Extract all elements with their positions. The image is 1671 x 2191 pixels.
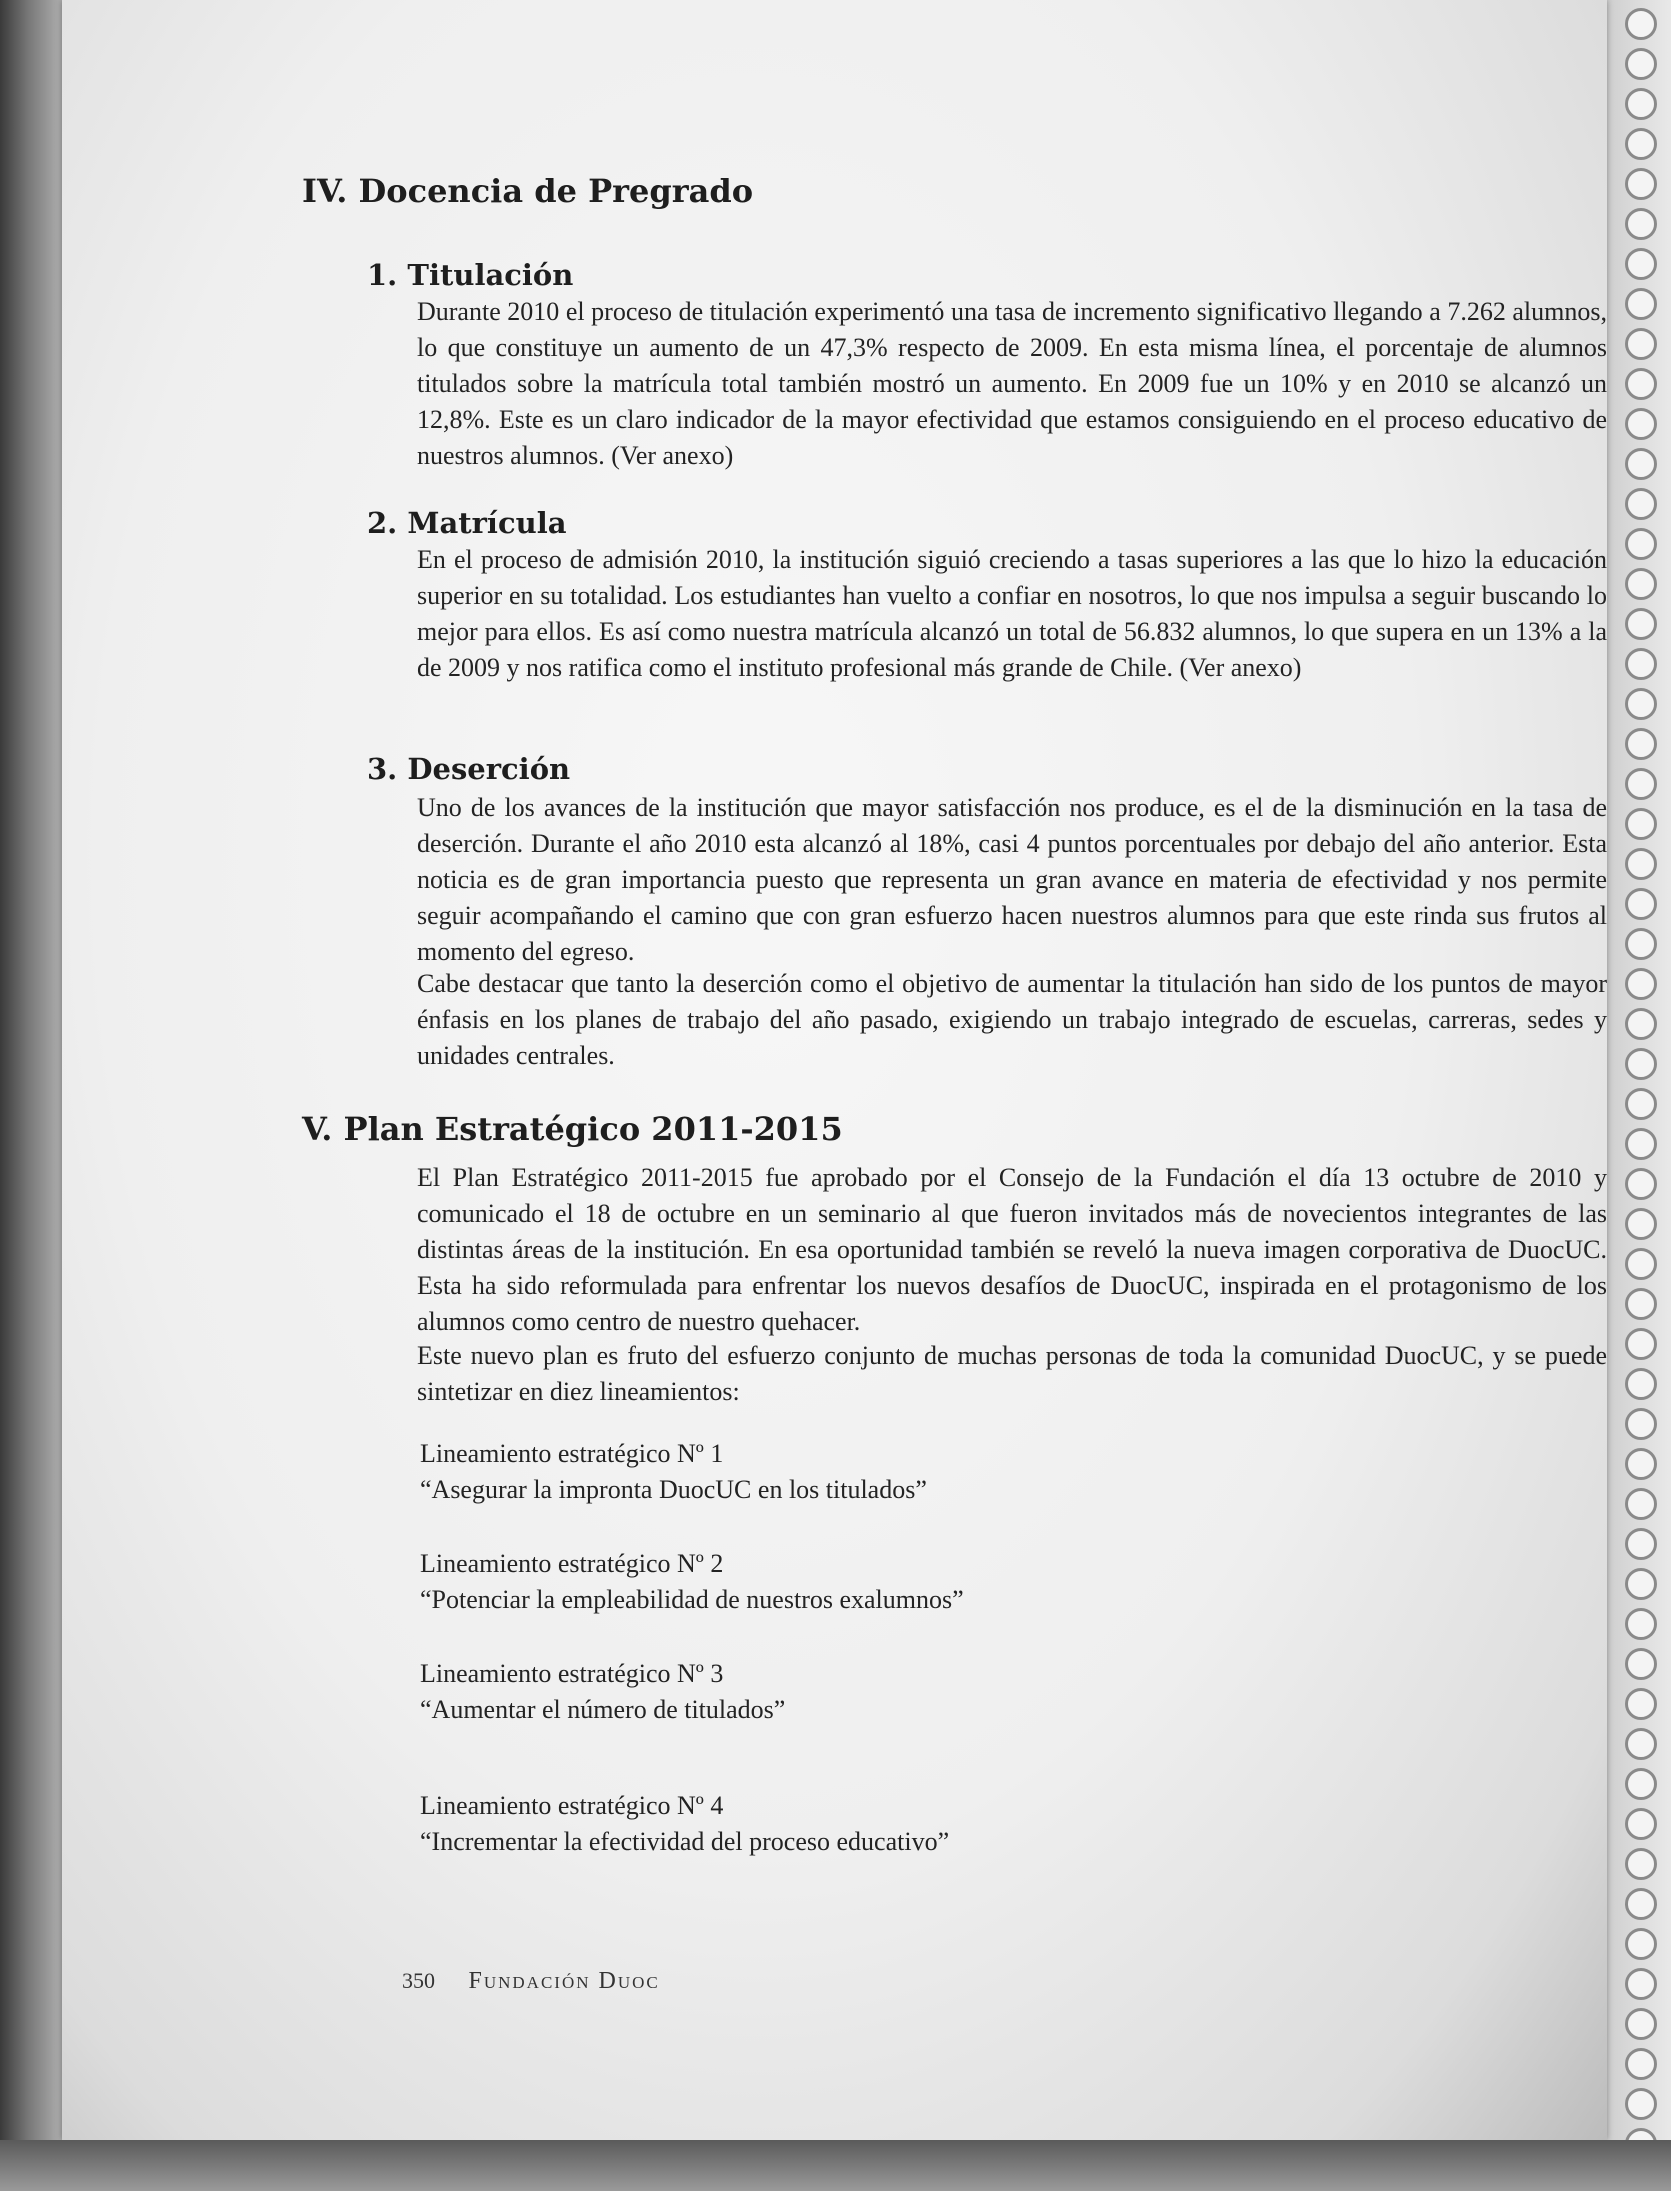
- lineamiento-2-quote: “Potenciar la empleabilidad de nuestros exalumnos”: [420, 1585, 964, 1614]
- heading-desercion: 3. Deserción: [367, 752, 571, 786]
- binder-ring: [1625, 768, 1657, 800]
- section-title-docencia: IV. Docencia de Pregrado: [302, 172, 754, 210]
- binder-ring: [1625, 1328, 1657, 1360]
- binder-ring: [1625, 608, 1657, 640]
- binder-ring: [1625, 1048, 1657, 1080]
- lineamiento-1-label: Lineamiento estratégico Nº 1: [420, 1439, 724, 1468]
- heading-titulacion: 1. Titulación: [367, 258, 574, 292]
- binder-ring: [1625, 1768, 1657, 1800]
- binder-ring: [1625, 368, 1657, 400]
- binder-ring: [1625, 48, 1657, 80]
- binder-ring: [1625, 288, 1657, 320]
- lineamiento-2-label: Lineamiento estratégico Nº 2: [420, 1549, 724, 1578]
- binder-ring: [1625, 928, 1657, 960]
- binder-ring: [1625, 1488, 1657, 1520]
- paragraph-matricula: En el proceso de admisión 2010, la institución siguió creciendo a tasas superiores a las que lo hizo la educación superior en su totalidad. Los estudiantes han vuelto a confiar en nosotros, lo que nos impulsa a seguir buscando lo mejor para ellos. Es así como nuestra matrícula alcanzó un total de 56.832 alumnos, lo que supera en un 13% a la de 2009 y nos ratifica como el instituto profesional más grande de Chile. (Ver anexo): [417, 545, 1607, 682]
- binder-ring: [1625, 488, 1657, 520]
- binder-ring: [1625, 1208, 1657, 1240]
- paragraph-plan-1: El Plan Estratégico 2011-2015 fue aprobado por el Consejo de la Fundación el día 13 octubre de 2010 y comunicado el 18 de octubre en un seminario al que fueron invitados más de novecientos integrantes de las distintas áreas de la institución. En esa oportunidad también se reveló la nueva imagen corporativa de DuocUC. Esta ha sido reformulada para enfrentar los nuevos desafíos de DuocUC, inspirada en el protagonismo de los alumnos como centro de nuestro quehacer.: [417, 1163, 1607, 1336]
- heading-matricula: 2. Matrícula: [367, 506, 567, 540]
- binder-ring: [1625, 1288, 1657, 1320]
- binder-ring: [1625, 1528, 1657, 1560]
- binder-ring: [1625, 328, 1657, 360]
- section-title-plan-estrategico: V. Plan Estratégico 2011-2015: [302, 1110, 843, 1148]
- binder-ring: [1625, 528, 1657, 560]
- binder-ring: [1625, 1728, 1657, 1760]
- binder-ring: [1625, 1168, 1657, 1200]
- paragraph-desercion-2: Cabe destacar que tanto la deserción como el objetivo de aumentar la titulación han sido de los puntos de mayor énfasis en los planes de trabajo del año pasado, exigiendo un trabajo integrado de escuelas, carreras, sedes y unidades centrales.: [417, 969, 1607, 1070]
- binder-ring: [1625, 848, 1657, 880]
- binder-ring: [1625, 648, 1657, 680]
- binder-ring: [1625, 1368, 1657, 1400]
- lineamiento-3-label: Lineamiento estratégico Nº 3: [420, 1659, 724, 1688]
- binder-ring: [1625, 128, 1657, 160]
- binder-ring: [1625, 1608, 1657, 1640]
- binder-ring: [1625, 88, 1657, 120]
- binder-ring: [1625, 8, 1657, 40]
- page-footer: [402, 1968, 660, 1995]
- binder-ring: [1625, 1928, 1657, 1960]
- binder-ring: [1625, 1688, 1657, 1720]
- binder-ring: [1625, 1408, 1657, 1440]
- document-page: [62, 0, 1607, 2140]
- binder-ring: [1625, 1808, 1657, 1840]
- binder-ring: [1625, 968, 1657, 1000]
- binder-ring: [1625, 248, 1657, 280]
- binder-ring: [1625, 1848, 1657, 1880]
- binder-ring: [1625, 1888, 1657, 1920]
- paragraph-desercion-1: Uno de los avances de la institución que mayor satisfacción nos produce, es el de la disminución en la tasa de deserción. Durante el año 2010 esta alcanzó al 18%, casi 4 puntos porcentuales por debajo del año anterior. Esta noticia es de gran importancia puesto que representa un gran avance en materia de efectividad y nos permite seguir acompañando el camino que con gran esfuerzo hacen nuestros alumnos para que este rinda sus frutos al momento del egreso.: [417, 793, 1607, 966]
- binder-ring: [1625, 1008, 1657, 1040]
- binder-ring: [1625, 1648, 1657, 1680]
- lineamiento-3-quote: “Aumentar el número de titulados”: [420, 1695, 786, 1724]
- lineamiento-4-quote: “Incrementar la efectividad del proceso educativo”: [420, 1827, 950, 1856]
- scan-shadow-left: [0, 0, 70, 2191]
- binder-ring: [1625, 208, 1657, 240]
- binder-ring: [1625, 1248, 1657, 1280]
- binder-ring: [1625, 808, 1657, 840]
- page-number: 350: [402, 1968, 435, 1993]
- paragraph-titulacion: Durante 2010 el proceso de titulación experimentó una tasa de incremento significativo llegando a 7.262 alumnos, lo que constituye un aumento de un 47,3% respecto de 2009. En esta misma línea, el porcentaje de alumnos titulados sobre la matrícula total también mostró un aumento. En 2009 fue un 10% y en 2010 se alcanzó un 12,8%. Este es un claro indicador de la mayor efectividad que estamos consiguiendo en el proceso educativo de nuestros alumnos. (Ver anexo): [417, 297, 1607, 470]
- binder-ring: [1625, 168, 1657, 200]
- binder-ring: [1625, 1088, 1657, 1120]
- binder-ring: [1625, 728, 1657, 760]
- lineamiento-4-label: Lineamiento estratégico Nº 4: [420, 1791, 724, 1820]
- scan-bottom-edge: [0, 2140, 1671, 2191]
- binder-ring: [1625, 688, 1657, 720]
- paragraph-plan-2: Este nuevo plan es fruto del esfuerzo conjunto de muchas personas de toda la comunidad DuocUC, y se puede sintetizar en diez lineamientos:: [417, 1341, 1607, 1406]
- binder-ring: [1625, 1448, 1657, 1480]
- binder-ring: [1625, 408, 1657, 440]
- binder-ring: [1625, 2088, 1657, 2120]
- binder-ring: [1625, 1128, 1657, 1160]
- binder-ring: [1625, 568, 1657, 600]
- binder-ring: [1625, 1968, 1657, 2000]
- binder-ring: [1625, 2048, 1657, 2080]
- binder-ring: [1625, 2008, 1657, 2040]
- lineamiento-1-quote: “Asegurar la impronta DuocUC en los titulados”: [420, 1475, 927, 1504]
- binder-ring: [1625, 1568, 1657, 1600]
- binder-ring: [1625, 888, 1657, 920]
- footer-organization: Fundación Duoc: [468, 1968, 660, 1994]
- binder-ring: [1625, 448, 1657, 480]
